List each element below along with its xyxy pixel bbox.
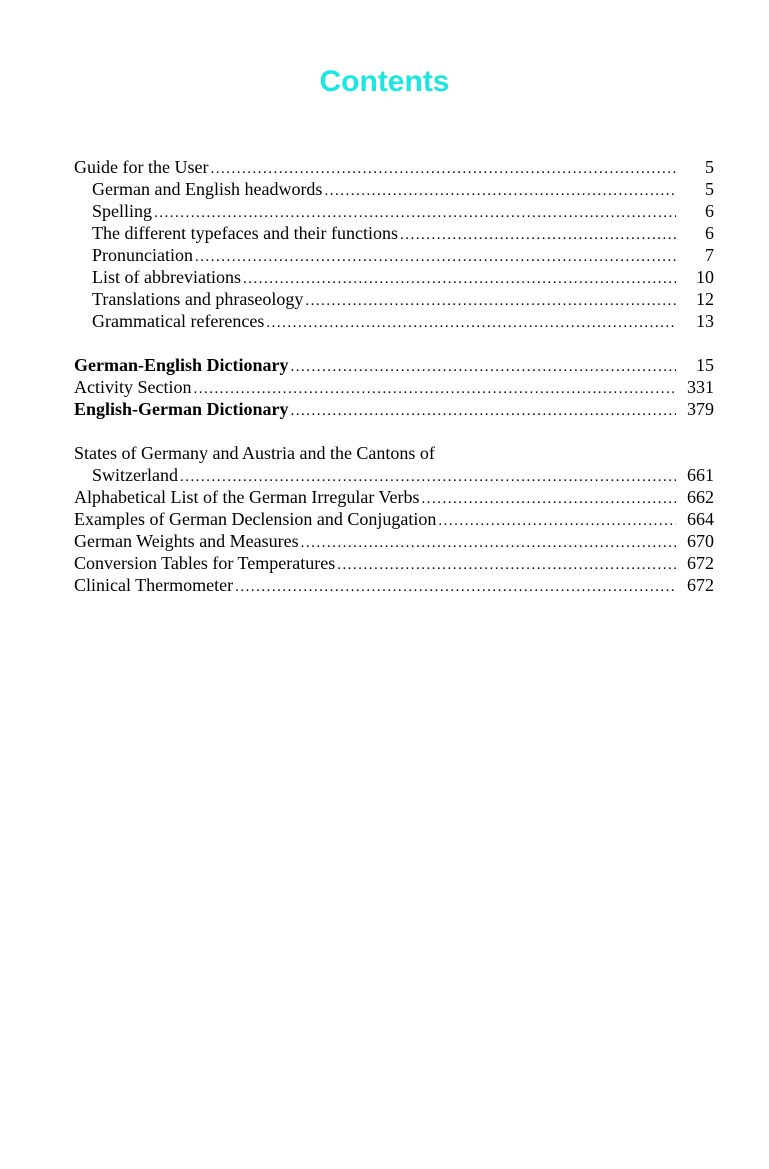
toc-entry-page-number: 662 <box>687 487 714 507</box>
toc-entry-title: Alphabetical List of the German Irregular Verbs <box>74 487 420 507</box>
dot-leader <box>195 246 676 268</box>
toc-entry-title: German-English Dictionary <box>74 355 289 375</box>
dot-leader <box>301 532 676 554</box>
dot-leader <box>291 356 677 378</box>
toc-entry[interactable] <box>74 442 714 464</box>
toc-entry-page-number: 6 <box>705 201 714 221</box>
toc-entry[interactable] <box>74 464 714 486</box>
toc-entry-page-number: 331 <box>687 377 714 397</box>
dot-leader <box>154 202 676 224</box>
toc-entry[interactable] <box>74 508 714 530</box>
toc-entry-title: Switzerland <box>92 465 178 485</box>
dot-leader <box>324 180 676 202</box>
toc-entry-title: Activity Section <box>74 377 192 397</box>
toc-entry-page-number: 7 <box>705 245 714 265</box>
dot-leader <box>210 158 676 180</box>
toc-entry-page-number: 5 <box>705 157 714 177</box>
toc-entry-page-number: 672 <box>687 553 714 573</box>
dot-leader <box>422 488 676 510</box>
toc-entry-title: Clinical Thermometer <box>74 575 234 595</box>
dot-leader <box>305 290 676 312</box>
toc-entry[interactable] <box>74 200 714 222</box>
dot-leader <box>337 554 676 576</box>
toc-entry[interactable] <box>74 156 714 178</box>
toc-entry-page-number: 670 <box>687 531 714 551</box>
toc-entry-title: Grammatical references <box>92 311 265 331</box>
toc-entry-page-number: 12 <box>696 289 714 309</box>
toc-entry-title: Pronunciation <box>92 245 193 265</box>
dot-leader <box>400 224 676 246</box>
dot-leader <box>266 312 676 334</box>
toc-entry[interactable] <box>74 530 714 552</box>
dot-leader <box>180 466 676 488</box>
toc-entry[interactable] <box>74 552 714 574</box>
toc-entry[interactable] <box>74 288 714 310</box>
toc-entry-page-number: 13 <box>696 311 714 331</box>
dot-leader <box>235 576 676 598</box>
toc-section <box>74 442 714 596</box>
toc-entry-title: Conversion Tables for Temperatures <box>74 553 336 573</box>
toc-section <box>74 156 714 332</box>
table-of-contents <box>74 156 714 596</box>
toc-entry[interactable] <box>74 266 714 288</box>
toc-entry-title: Examples of German Declension and Conjugation <box>74 509 437 529</box>
toc-entry[interactable] <box>74 178 714 200</box>
toc-entry-title: German and English headwords <box>92 179 323 199</box>
toc-entry-title: English-German Dictionary <box>74 399 289 419</box>
toc-entry-page-number: 5 <box>705 179 714 199</box>
toc-entry-page-number: 6 <box>705 223 714 243</box>
toc-entry-title: German Weights and Measures <box>74 531 299 551</box>
toc-entry-title: Spelling <box>92 201 153 221</box>
dot-leader <box>193 378 676 400</box>
toc-entry-page-number: 15 <box>696 355 714 375</box>
toc-entry-page-number: 672 <box>687 575 714 595</box>
toc-entry-title: List of abbreviations <box>92 267 241 287</box>
toc-entry-title: States of Germany and Austria and the Cantons of <box>74 443 435 463</box>
toc-entry-title: The different typefaces and their functions <box>92 223 399 243</box>
dot-leader <box>291 400 677 422</box>
toc-entry[interactable] <box>74 244 714 266</box>
dot-leader <box>438 510 676 532</box>
toc-entry-page-number: 379 <box>687 399 714 419</box>
dot-leader <box>243 268 676 290</box>
page-title: Contents <box>319 65 450 98</box>
toc-entry-title: Guide for the User <box>74 157 209 177</box>
toc-entry[interactable] <box>74 574 714 596</box>
toc-entry[interactable] <box>74 486 714 508</box>
toc-entry[interactable] <box>74 310 714 332</box>
toc-entry[interactable] <box>74 376 714 398</box>
toc-entry[interactable] <box>74 354 714 376</box>
toc-section <box>74 354 714 420</box>
toc-entry-page-number: 10 <box>696 267 714 287</box>
toc-entry-page-number: 664 <box>687 509 714 529</box>
toc-entry-title: Translations and phraseology <box>92 289 304 309</box>
toc-entry[interactable] <box>74 398 714 420</box>
toc-entry[interactable] <box>74 222 714 244</box>
toc-entry-page-number: 661 <box>687 465 714 485</box>
